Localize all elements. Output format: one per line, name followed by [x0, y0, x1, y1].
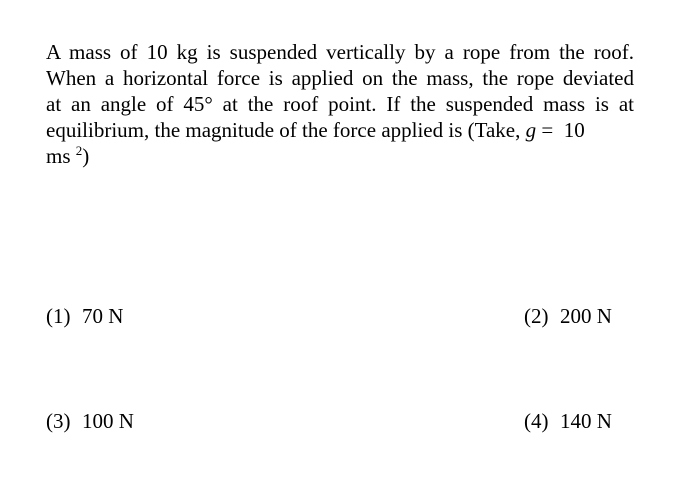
option-4-text: 140 N: [560, 409, 612, 433]
option-1[interactable]: [46, 303, 123, 329]
option-2-text: 200 N: [560, 304, 612, 328]
option-2[interactable]: [524, 303, 612, 329]
option-1-text: 70 N: [82, 304, 124, 328]
gravity-symbol: g: [525, 118, 537, 142]
question-line-5: [46, 143, 646, 172]
option-4-number: (4): [524, 409, 549, 433]
equals-sign: =: [541, 118, 554, 142]
option-2-number: (2): [524, 304, 549, 328]
question-line-3: at an angle of 45° at the roof point. If the suspended mass is at: [46, 92, 634, 116]
question-line-4: [46, 117, 646, 143]
question-line-4-text: equilibrium, the magnitude of the force applied is (Take,: [46, 118, 521, 142]
gravity-unit: ms: [46, 144, 71, 168]
option-1-number: (1): [46, 304, 71, 328]
option-3-number: (3): [46, 409, 71, 433]
gravity-value: 10: [563, 118, 585, 142]
closing-paren: ): [82, 144, 90, 168]
option-3-text: 100 N: [82, 409, 134, 433]
question-line-2: When a horizontal force is applied on the mass, the rope deviated: [46, 66, 634, 90]
option-4[interactable]: [524, 408, 612, 434]
question-text: [46, 39, 646, 172]
option-3[interactable]: [46, 408, 134, 434]
question-line-1: A mass of 10 kg is suspended vertically by a rope from the roof.: [46, 40, 634, 64]
unit-exponent: 2: [75, 143, 83, 158]
